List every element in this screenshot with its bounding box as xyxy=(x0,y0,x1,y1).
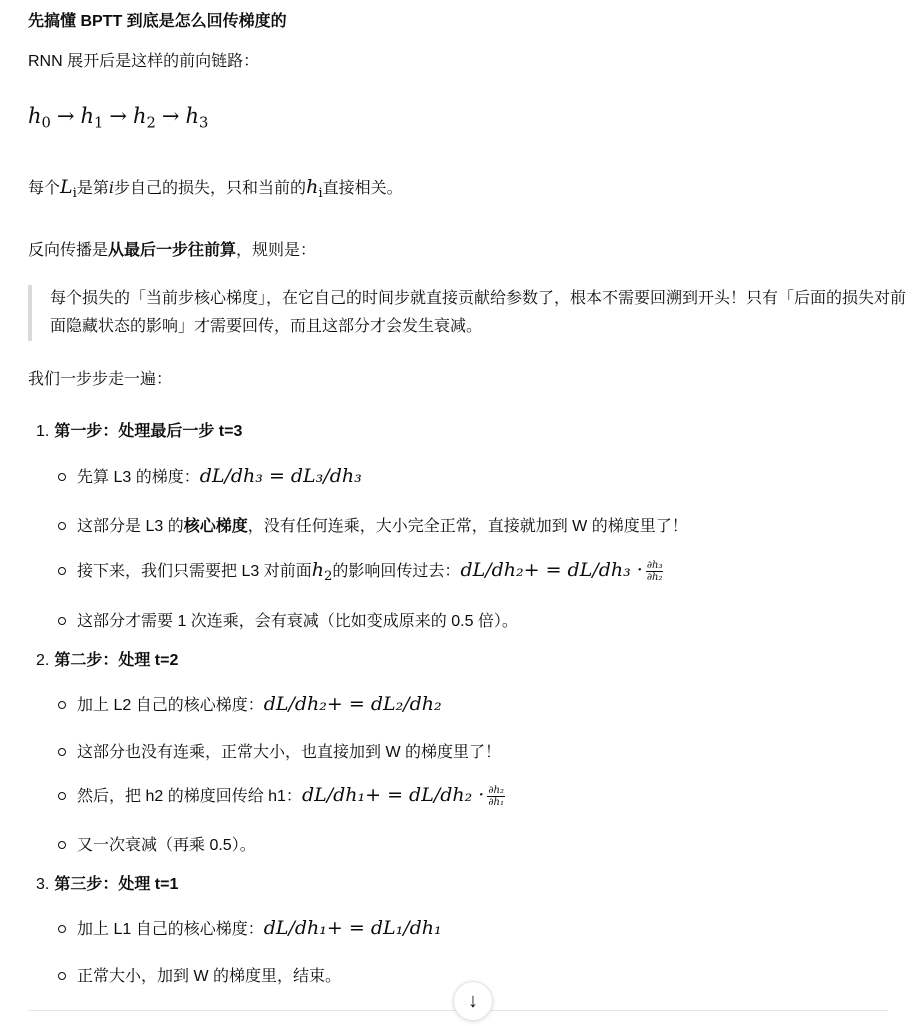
list-item: 这部分是 L3 的核心梯度，没有任何连乘，大小完全正常，直接就加到 W 的梯度里了！ xyxy=(58,513,688,536)
step-2-title: 2. 第二步：处理 t=2 xyxy=(36,652,179,669)
loss-description: 每个$L_i$是第i步自己的损失，只和当前的$h_i$直接相关。 xyxy=(28,176,403,201)
bullet-icon xyxy=(58,567,66,575)
bullet-icon xyxy=(58,522,66,530)
rule-blockquote: 每个损失的「当前步核心梯度」，在它自己的时间步就直接贡献给参数了，根本不需要回溯到开头！只有「后面的损失对前面隐藏状态的影响」才需要回传，而且这部分才会发生衰减。 xyxy=(28,285,910,341)
list-item: 加上 L2 自己的核心梯度：dL/dh₂+ = dL₂/dh₂ xyxy=(58,692,442,715)
bullet-icon xyxy=(58,748,66,756)
forward-chain-formula: $h_0 \to h_1 \to h_2 \to h_3$ xyxy=(28,104,209,132)
list-item: 然后，把 h2 的梯度回传给 h1：dL/dh₁+ = dL/dh₂ · $\frac{\text{∂h₂}}{\text{∂h₁}}$ xyxy=(58,783,505,808)
bullet-icon xyxy=(58,972,66,980)
list-item: 接下来，我们只需要把 L3 对前面$h_2$的影响回传过去：dL/dh₂+ = dL/dh₃ · $\frac{\text{∂h₃}}{\text{∂h₂}}$ xyxy=(58,558,663,584)
step-3-title: 3. 第三步：处理 t=1 xyxy=(36,876,179,893)
intro-text: RNN 展开后是这样的前向链路： xyxy=(28,53,260,70)
list-item: 这部分才需要 1 次连乘，会有衰减（比如变成原来的 0.5 倍）。 xyxy=(58,608,518,631)
arrow-down-icon: ↓ xyxy=(468,989,478,1012)
list-item: 先算 L3 的梯度：dL/dh₃ = dL₃/dh₃ xyxy=(58,464,362,487)
step-1-title: 1. 第一步：处理最后一步 t=3 xyxy=(36,423,243,440)
list-item: 正常大小，加到 W 的梯度里，结束。 xyxy=(58,963,341,986)
section-heading: 先搞懂 BPTT 到底是怎么回传梯度的 xyxy=(28,13,287,30)
list-item: 这部分也没有连乘，正常大小，也直接加到 W 的梯度里了！ xyxy=(58,739,501,762)
bullet-icon xyxy=(58,925,66,933)
list-item: 加上 L1 自己的核心梯度：dL/dh₁+ = dL₁/dh₁ xyxy=(58,916,442,939)
bullet-icon xyxy=(58,792,66,800)
bullet-icon xyxy=(58,841,66,849)
bullet-icon xyxy=(58,617,66,625)
walkthrough-intro: 我们一步步走一遍： xyxy=(28,371,173,388)
backprop-rule-intro: 反向传播是从最后一步往前算，规则是： xyxy=(28,242,317,259)
bullet-icon xyxy=(58,701,66,709)
bullet-icon xyxy=(58,473,66,481)
list-item: 又一次衰减（再乘 0.5）。 xyxy=(58,832,256,855)
scroll-to-bottom-button[interactable] xyxy=(453,981,493,1021)
